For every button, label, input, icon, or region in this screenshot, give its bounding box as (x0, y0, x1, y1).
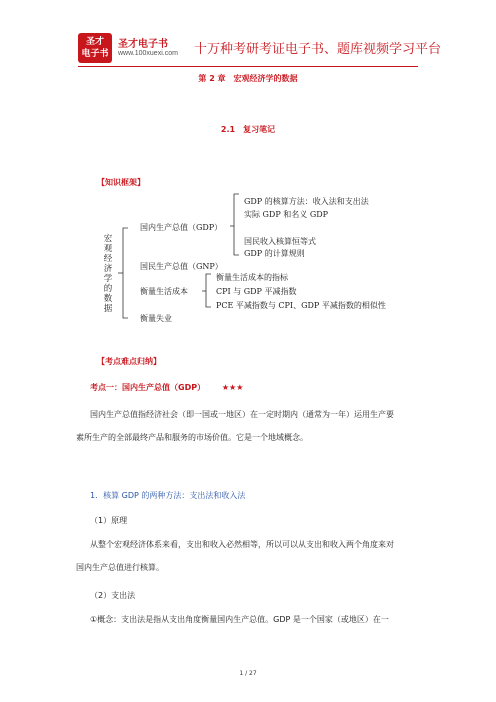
p1-line1: 国内生产总值指经济社会（即一国或一地区）在一定时期内（通常为一年）运用生产要 (90, 410, 394, 419)
kp1-stars: ★★★ (221, 383, 244, 392)
framework-root-text: 宏观经济学的数据 (103, 234, 113, 314)
method-heading: 1．核算 GDP 的两种方法：支出法和收入法 (90, 491, 246, 500)
cost-child-3: PCE 平减指数与 CPI、GDP 平减指数的相似性 (216, 301, 386, 310)
cost-child-2: CPI 与 GDP 平减指数 (216, 287, 297, 296)
gdp-child-3: 国民收入核算恒等式 (244, 237, 316, 246)
node-gnp: 国民生产总值（GNP） (140, 262, 223, 271)
page-number: 1 / 27 (239, 670, 257, 677)
p3-line1: ①概念：支出法是指从支出角度衡量国内生产总值。GDP 是一个国家（或地区）在一 (90, 615, 389, 624)
node-cost-of-living: 衡量生活成本 (140, 287, 188, 296)
framework-heading: 【知识框架】 (97, 178, 145, 187)
keypoints-heading: 【考点难点归纳】 (97, 357, 161, 366)
gdp-child-2: 实际 GDP 和名义 GDP (244, 210, 329, 219)
node-gdp: 国内生产总值（GDP） (140, 223, 223, 232)
node-unemployment: 衡量失业 (140, 314, 172, 323)
cost-child-1: 衡量生活成本的指标 (216, 273, 288, 282)
section-title: 2.1 复习笔记 (220, 125, 276, 134)
principle-heading: （1）原理 (90, 516, 128, 525)
logo-text-1: 圣才 (85, 37, 104, 47)
brand-url[interactable]: www.100xuexi.com (118, 50, 178, 57)
chapter-title: 第 2 章 宏观经济学的数据 (198, 74, 298, 83)
p1-line2: 素所生产的全部最终产品和服务的市场价值。它是一个地域概念。 (76, 433, 308, 442)
framework-root (103, 234, 113, 314)
kp1-heading (90, 382, 243, 393)
gdp-child-4: GDP 的计算规则 (244, 249, 305, 258)
p2-line1: 从整个宏观经济体系来看，支出和收入必然相等，所以可以从支出和收入两个角度来对 (90, 540, 394, 549)
kp1-label: 考点一：国内生产总值（GDP） (90, 383, 206, 392)
header-slogan: 十万种考研考证电子书、题库视频学习平台 (194, 42, 442, 57)
brand-name: 圣才电子书 (118, 39, 168, 50)
expenditure-heading: （2）支出法 (90, 591, 136, 600)
p2-line2: 国内生产总值进行核算。 (76, 563, 164, 572)
gdp-child-1: GDP 的核算方法：收入法和支出法 (244, 197, 369, 206)
logo-text-2: 电子书 (81, 49, 109, 59)
